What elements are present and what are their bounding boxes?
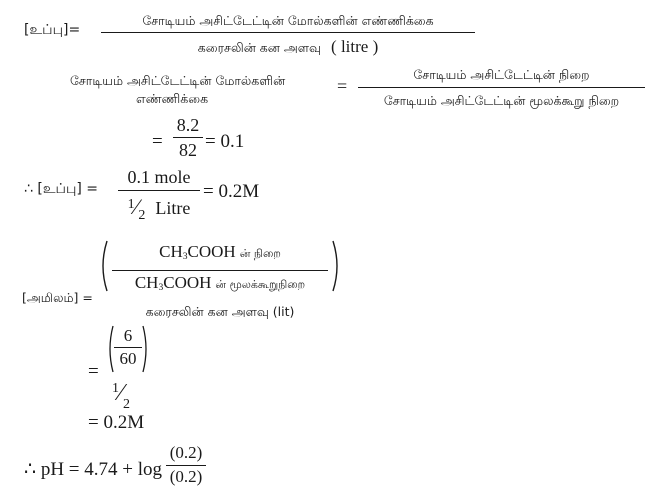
eq2-lhs-line2: எண்ணிக்கை <box>136 91 209 106</box>
eq3-result: = 0.1 <box>205 131 245 152</box>
eq6-den-slash: ⁄ <box>119 380 124 406</box>
eq5-inner-denominator <box>112 273 328 298</box>
eq5-num-rest: COOH <box>187 242 236 261</box>
eq2-denominator: சோடியம் அசிட்டேட்டின் மூலக்கூறு நிறை <box>383 93 620 108</box>
eq6-inner-numerator: 6 <box>123 326 133 345</box>
eq6-inner-fraction <box>114 326 142 369</box>
eq1-fraction <box>101 13 475 59</box>
eq6-den-one: 1 <box>112 381 119 396</box>
eq4-result: = 0.2M <box>203 181 260 202</box>
eq5-den-tail: ன் மூலக்கூறுநிறை <box>215 278 306 291</box>
eq8-numerator: (0.2) <box>169 443 203 462</box>
eq6-outer-fraction <box>106 325 150 415</box>
eq6-equals: = <box>88 361 99 382</box>
eq5-den-rest: COOH <box>163 273 212 292</box>
eq6-inner-denominator: 60 <box>119 349 137 368</box>
eq2-fraction <box>358 66 645 109</box>
eq5-inner-numerator <box>112 242 328 267</box>
eq8-fraction <box>166 443 206 487</box>
eq4-den-slash: ⁄ <box>134 194 139 219</box>
eq6-paren-left <box>106 325 114 373</box>
eq4-den-two: 2 <box>138 208 146 223</box>
eq5-outer-fraction <box>96 240 344 320</box>
eq5-num-tail: ன் நிறை <box>239 247 281 260</box>
eq4-prefix-text: ∴ [உப்பு] = <box>24 181 98 197</box>
eq5-inner-fraction <box>112 242 328 298</box>
eq8-denominator: (0.2) <box>169 467 203 486</box>
eq2-lhs-line1: சோடியம் அசிட்டேட்டின் மோல்களின் <box>70 73 286 88</box>
eq5-denominator: கரைசலின் கன அளவு (lit) <box>145 304 295 319</box>
eq5-paren-left <box>98 240 108 292</box>
eq4-den-one: 1 <box>127 197 135 212</box>
eq4-den-unit: Litre <box>155 198 191 218</box>
eq4-numerator: 0.1 mole <box>127 167 191 187</box>
eq5-paren-right <box>332 240 342 292</box>
eq5-num-sub: 3 <box>182 251 188 262</box>
eq4-prefix <box>24 180 98 199</box>
eq5-den-formula: CH <box>134 273 159 292</box>
eq6-den-two: 2 <box>123 397 131 412</box>
eq1-den-text: கரைசலின் கன அளவு <box>197 40 322 55</box>
eq8-fraction-bar <box>166 465 206 466</box>
eq2-fraction-bar <box>358 87 645 88</box>
eq4-fraction <box>118 167 200 228</box>
eq5-inner-bar <box>112 270 328 271</box>
eq2-equals: = <box>337 76 348 96</box>
eq3-fraction-bar <box>173 137 203 138</box>
eq4-fraction-bar <box>118 190 200 191</box>
eq1-numerator: சோடியம் அசிட்டேட்டின் மோல்களின் எண்ணிக்கை <box>142 13 434 28</box>
eq5-den-sub: 3 <box>158 282 164 293</box>
eq3-equals: = <box>152 131 163 152</box>
eq7-result: = 0.2M <box>88 412 145 433</box>
eq6-inner-bar <box>114 347 142 348</box>
eq8-prefix: ∴ pH = 4.74 + log <box>24 459 163 480</box>
eq2-numerator: சோடியம் அசிட்டேட்டின் நிறை <box>413 67 590 82</box>
eq3-fraction <box>173 115 203 160</box>
eq3-denominator: 82 <box>179 140 197 160</box>
eq1-lhs: [உப்பு]= <box>24 22 81 38</box>
eq4-denominator <box>118 193 200 228</box>
eq1-fraction-bar <box>101 32 475 33</box>
eq5-lhs: [அமிலம்] = <box>22 290 93 305</box>
eq6-paren-right <box>142 325 150 373</box>
eq5-num-formula: CH <box>159 242 183 261</box>
eq1-denominator <box>101 36 475 59</box>
eq6-denominator <box>112 377 148 417</box>
eq3-numerator: 8.2 <box>176 115 200 135</box>
eq1-den-unit: ( litre ) <box>331 37 379 56</box>
